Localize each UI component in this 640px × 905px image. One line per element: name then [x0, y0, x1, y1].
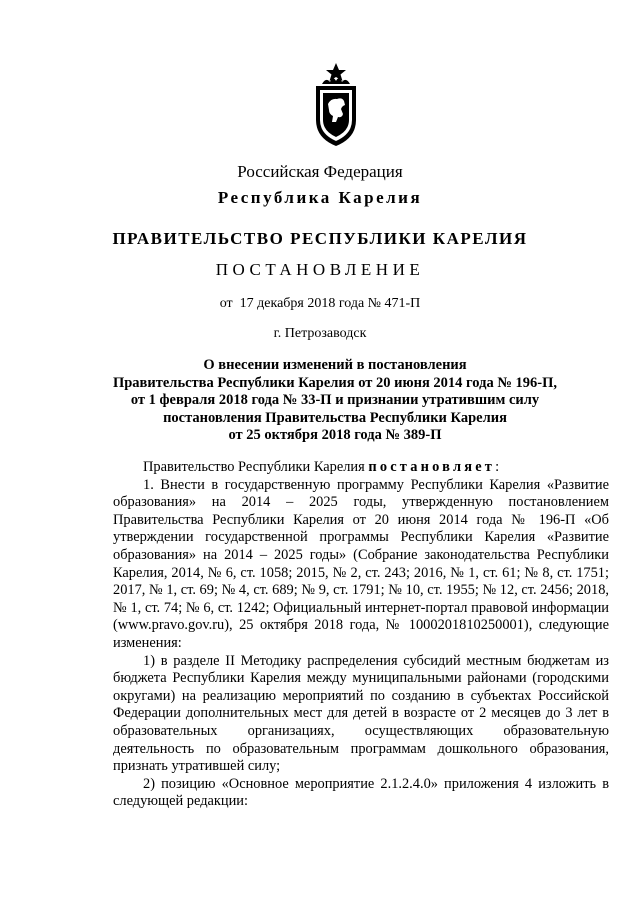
title-line: от 1 февраля 2018 года № 33-П и признании утратившим силу — [130, 392, 540, 408]
document-body — [113, 459, 609, 811]
document-date-number: от 17 декабря 2018 года № 471-П — [219, 296, 421, 311]
preamble-end: : — [495, 459, 500, 475]
paragraph-1: 1. Внести в государственную программу Республики Карелия «Развитие образования» на 2014 – 2025 годы, утвержденную постановлением Правительства Республики Карелия от 20 июня 2014 года № 196-П «Об утверждении государственной программы Республики Карелия «Развитие образования» на 2014 – 2025 годы» (Собрание законодательства Республики Карелия, 2014, № 6, ст. 1058; 2015, № 2, ст. 243; 2016, № 1, ст. 61; № 8, ст. 1751; 2017, № 1, ст. 69; № 4, ст. 689; № 9, ст. 1791; № 10, ст. 1955; № 12, ст. 2456; 2018, № 1, ст. 74; № 6, ст. 1242; Официальный интернет-портал правовой информации (www.pravo.gov.ru), 25 октября 2018 года, № 1000201810250001), следующие изменения: — [113, 476, 609, 651]
preamble-text: Правительство Республики Карелия — [143, 459, 369, 475]
preamble-verb: постановляет — [368, 459, 496, 475]
document-type: ПОСТАНОВЛЕНИЕ — [215, 260, 425, 279]
title-line: О внесении изменений в постановления — [203, 357, 467, 373]
document-title — [100, 357, 570, 445]
title-line: постановления Правительства Республики Карелия — [163, 409, 507, 426]
government-name: ПРАВИТЕЛЬСТВО РЕСПУБЛИКИ КАРЕЛИЯ — [112, 229, 528, 248]
paragraph-1-item-1: 1) в разделе II Методику распределения субсидий местным бюджетам из бюджета Республики Карелия между муниципальными районами (городскими округами) на реализацию мероприятий по созданию в субъектах Российской Федерации дополнительных мест для детей в возрасте от 2 месяцев до 3 лет в образовательных организациях, осуществляющих образовательную деятельность по образовательным программам дошкольного образования, признать утратившей силу; — [113, 652, 609, 775]
coat-of-arms-icon — [298, 62, 378, 148]
preamble — [113, 459, 609, 477]
paragraph-1-item-2: 2) позицию «Основное мероприятие 2.1.2.4.0» приложения 4 изложить в следующей редакции: — [113, 775, 609, 810]
title-line: от 25 октября 2018 года № 389-П — [228, 427, 442, 443]
country-name: Российская Федерация — [237, 162, 403, 181]
document-city: г. Петрозаводск — [273, 326, 367, 341]
republic-name: Республика Карелия — [217, 188, 423, 207]
title-line: Правительства Республики Карелия от 20 июня 2014 года № 196-П, — [112, 374, 558, 391]
